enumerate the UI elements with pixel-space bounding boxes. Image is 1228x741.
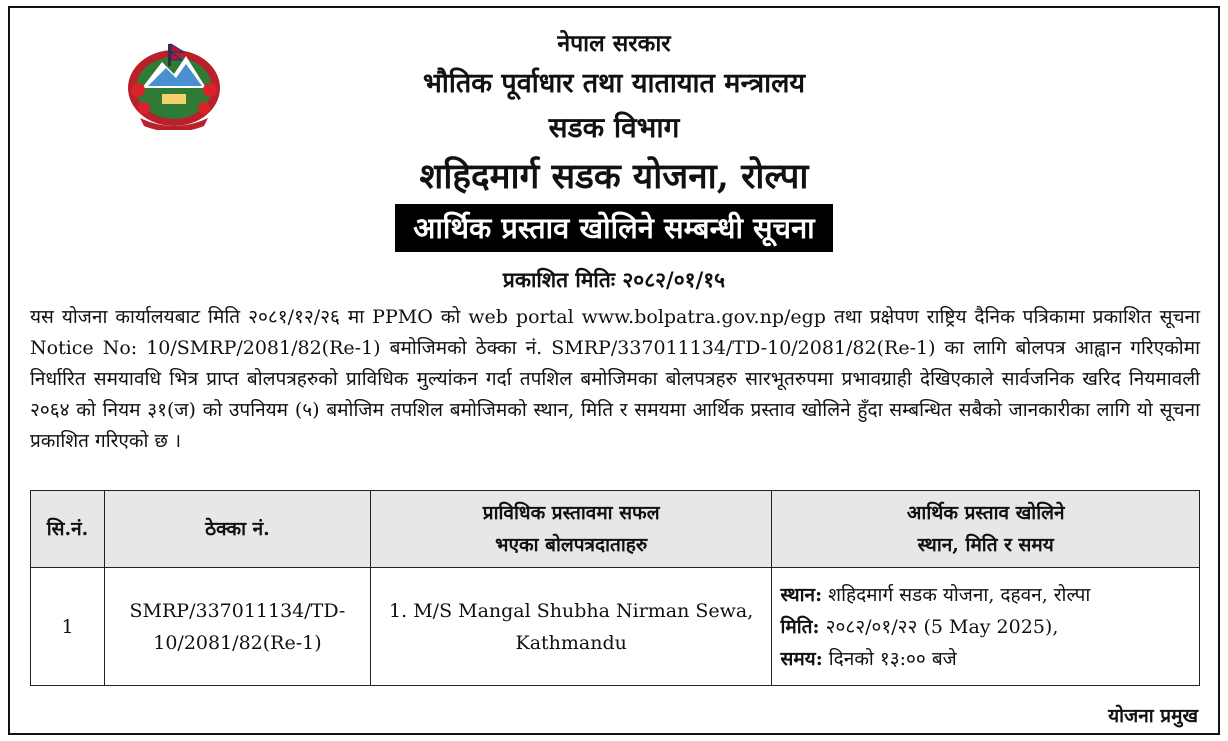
header-successful-line1: प्राविधिक प्रस्तावमा सफल (482, 502, 660, 524)
time-label: समय: (780, 647, 823, 670)
header-opening-line2: स्थान, मिति र समय (917, 534, 1054, 556)
header-sn: सि.नं. (31, 491, 105, 568)
row-contract-line1: SMRP/337011134/TD- (129, 599, 346, 622)
time-value: दिनको १३:०० बजे (828, 647, 957, 670)
notice-banner-wrap (0, 204, 1228, 252)
row-sn: 1 (31, 568, 105, 686)
ministry-title: भौतिक पूर्वाधार तथा यातायात मन्त्रालय (422, 68, 806, 99)
header-contract-no: ठेक्का नं. (104, 491, 370, 568)
row-contract-no (104, 568, 370, 686)
notice-paragraph: यस योजना कार्यालयबाट मिति २०८१/१२/२६ मा PPMO को web portal www.bolpatra.gov.np/egp तथा प्रक्षेपण राष्ट्रिय दैनिक पत्रिकामा प्रकाशित सूचना Notice No: 10/SMRP/2081/82(Re-1) बमोजिमको ठेक्का नं. SMRP/337011134/TD-10/2081/82(Re-1) का लागि बोलपत्र आह्वान गरिएकोमा निर्धारित समयावधि भित्र प्राप्त बोलपत्रहरुको प्राविधिक मुल्यांकन गर्दा तपशिल बमोजिमका बोलपत्रहरु सारभूतरुपमा प्रभावग्राही देखिएकाले सार्वजनिक खरिद नियमावली २०६४ को नियम ३१(ज) को उपनियम (५) बमोजिम तपशिल बमोजिमको स्थान, मिति र समयमा आर्थिक प्रस्ताव खोलिने हुँदा सम्बन्धित सबैको जानकारीका लागि यो सूचना प्रकाशित गरिएको छ । (30, 306, 1201, 452)
notice-title-banner: आर्थिक प्रस्ताव खोलिने सम्बन्धी सूचना (395, 204, 832, 252)
signatory: योजना प्रमुख (1108, 705, 1198, 727)
published-date: प्रकाशित मितिः २०८२/०१/१५ (502, 267, 726, 292)
opening-schedule-table (30, 490, 1200, 686)
date-label: मिति: (780, 615, 820, 638)
date-value: २०८२/०१/२२ (5 May 2025), (825, 615, 1059, 638)
header-opening-details (772, 491, 1200, 568)
government-title: नेपाल सरकार (557, 30, 671, 57)
table-header-row (31, 491, 1200, 568)
row-place (780, 579, 1191, 611)
row-bidder (370, 568, 772, 686)
header-opening-line1: आर्थिक प्रस्ताव खोलिने (906, 502, 1065, 524)
header-successful-line2: भएका बोलपत्रदाताहरु (495, 534, 648, 556)
header-successful-bidders (370, 491, 772, 568)
row-bidder-line1: 1. M/S Mangal Shubha Nirman Sewa, (389, 599, 754, 622)
row-bidder-line2: Kathmandu (515, 631, 627, 654)
place-label: स्थान: (780, 583, 823, 606)
project-title: शहिदमार्ग सडक योजना, रोल्पा (419, 156, 809, 197)
row-date (780, 611, 1191, 643)
department-title: सडक विभाग (548, 111, 680, 144)
row-time (780, 643, 1191, 675)
row-opening-details (772, 568, 1200, 686)
row-contract-line2: 10/2081/82(Re-1) (153, 631, 322, 654)
table-row (31, 568, 1200, 686)
place-value: शहिदमार्ग सडक योजना, दहवन, रोल्पा (828, 583, 1091, 606)
